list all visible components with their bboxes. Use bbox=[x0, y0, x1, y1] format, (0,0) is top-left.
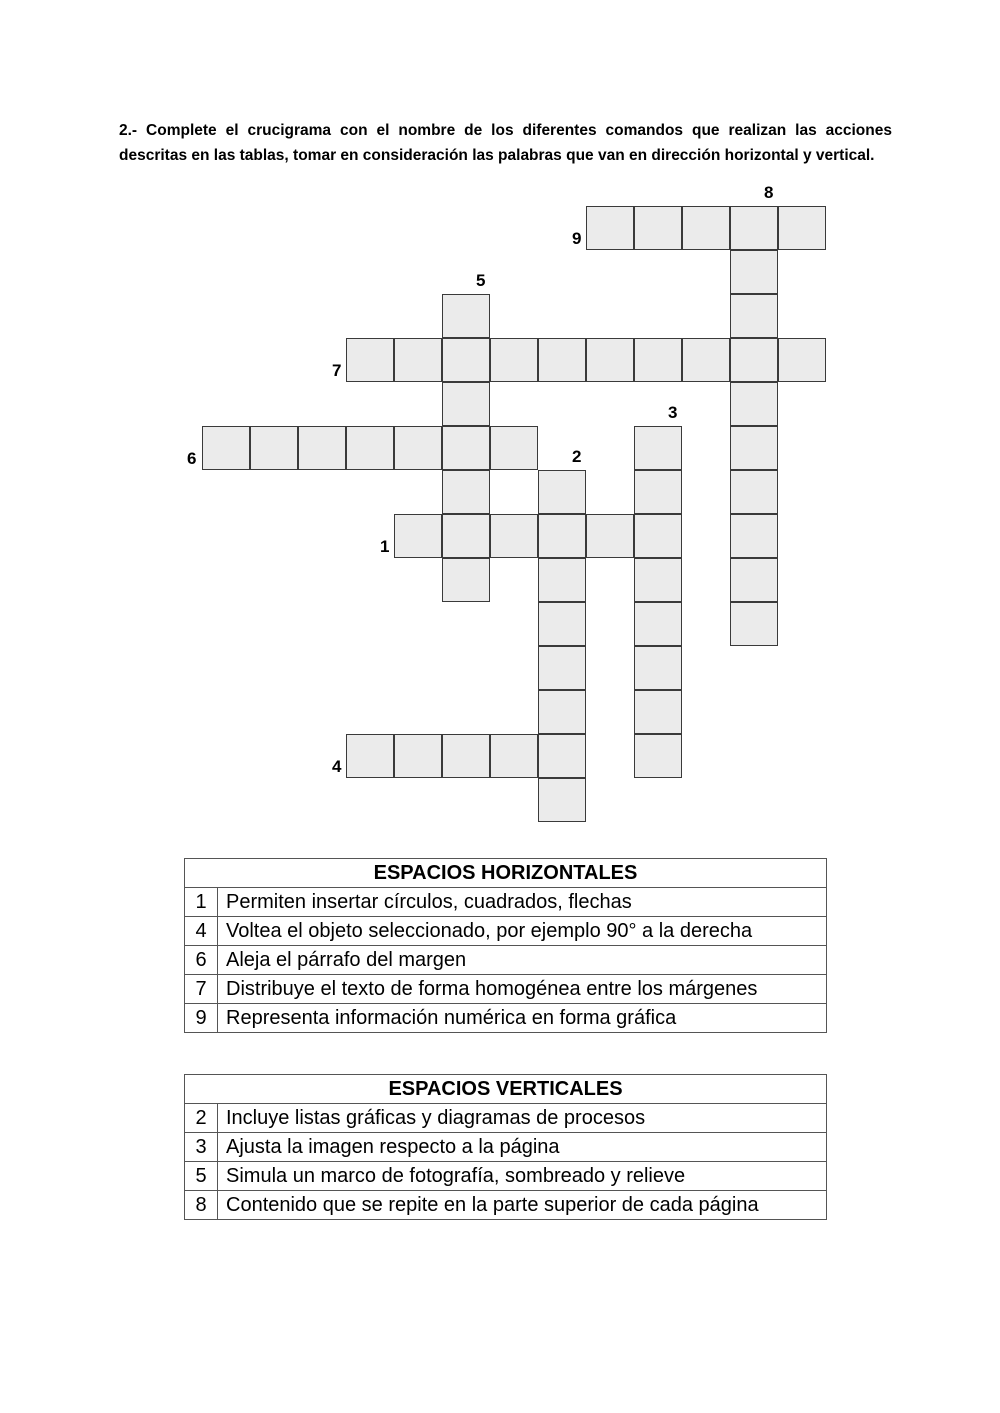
crossword-number-9: 9 bbox=[572, 229, 582, 248]
crossword-cell[interactable] bbox=[394, 426, 442, 470]
crossword-cell[interactable] bbox=[538, 690, 586, 734]
instructions: 2.- Complete el crucigrama con el nombre de los diferentes comandos que realizan las acciones descritas en las tablas, tomar en consideración las palabras que van en dirección horizontal y vertical. bbox=[119, 122, 892, 164]
crossword-cell[interactable] bbox=[346, 734, 394, 778]
crossword-cell[interactable] bbox=[634, 470, 682, 514]
crossword-cell[interactable] bbox=[730, 514, 778, 558]
crossword-cell[interactable] bbox=[346, 426, 394, 470]
crossword-cell[interactable] bbox=[730, 382, 778, 426]
clue-text: Contenido que se repite en la parte superior de cada página bbox=[218, 1191, 827, 1220]
crossword-cell[interactable] bbox=[634, 558, 682, 602]
table-row bbox=[185, 975, 827, 1004]
clue-number: 3 bbox=[185, 1133, 218, 1162]
crossword-cell[interactable] bbox=[442, 382, 490, 426]
crossword-cell[interactable] bbox=[586, 206, 634, 250]
crossword-cell[interactable] bbox=[202, 426, 250, 470]
crossword-cell[interactable] bbox=[730, 338, 778, 382]
crossword-cell[interactable] bbox=[634, 426, 682, 470]
crossword-cell[interactable] bbox=[442, 426, 490, 470]
crossword-cell[interactable] bbox=[394, 734, 442, 778]
crossword-cell[interactable] bbox=[634, 514, 682, 558]
crossword-cell[interactable] bbox=[298, 426, 346, 470]
crossword-cell[interactable] bbox=[538, 778, 586, 822]
table-row bbox=[185, 917, 827, 946]
crossword-number-5: 5 bbox=[476, 271, 486, 290]
crossword-cell[interactable] bbox=[730, 206, 778, 250]
crossword-cell[interactable] bbox=[490, 514, 538, 558]
clue-text: Distribuye el texto de forma homogénea entre los márgenes bbox=[218, 975, 827, 1004]
crossword-cell[interactable] bbox=[538, 646, 586, 690]
crossword-number-4: 4 bbox=[332, 757, 342, 776]
crossword-number-7: 7 bbox=[332, 361, 342, 380]
crossword-cell[interactable] bbox=[730, 426, 778, 470]
crossword-cell[interactable] bbox=[538, 734, 586, 778]
clue-number: 5 bbox=[185, 1162, 218, 1191]
table-row bbox=[185, 1191, 827, 1220]
crossword-cell[interactable] bbox=[634, 734, 682, 778]
crossword-cell[interactable] bbox=[778, 206, 826, 250]
clue-text: Voltea el objeto seleccionado, por ejemplo 90° a la derecha bbox=[218, 917, 827, 946]
table-row bbox=[185, 1133, 827, 1162]
table-row bbox=[185, 1162, 827, 1191]
crossword-cell[interactable] bbox=[634, 206, 682, 250]
clue-number: 1 bbox=[185, 888, 218, 917]
table-row bbox=[185, 888, 827, 917]
table-row bbox=[185, 946, 827, 975]
crossword-cell[interactable] bbox=[634, 690, 682, 734]
crossword-cell[interactable] bbox=[442, 338, 490, 382]
crossword-cell[interactable] bbox=[538, 602, 586, 646]
crossword-cell[interactable] bbox=[490, 338, 538, 382]
clue-number: 7 bbox=[185, 975, 218, 1004]
crossword-cell[interactable] bbox=[442, 514, 490, 558]
crossword-cell[interactable] bbox=[634, 338, 682, 382]
crossword-cell[interactable] bbox=[778, 338, 826, 382]
vertical-clues-table bbox=[184, 1074, 827, 1220]
crossword-cell[interactable] bbox=[442, 294, 490, 338]
crossword-cell[interactable] bbox=[634, 602, 682, 646]
crossword-cell[interactable] bbox=[730, 250, 778, 294]
clue-text: Simula un marco de fotografía, sombreado y relieve bbox=[218, 1162, 827, 1191]
crossword-cell[interactable] bbox=[538, 558, 586, 602]
crossword-cell[interactable] bbox=[634, 646, 682, 690]
clue-text: Permiten insertar círculos, cuadrados, flechas bbox=[218, 888, 827, 917]
crossword-number-3: 3 bbox=[668, 403, 678, 422]
table-row bbox=[185, 1104, 827, 1133]
clue-text: Representa información numérica en forma gráfica bbox=[218, 1004, 827, 1033]
clue-text: Ajusta la imagen respecto a la página bbox=[218, 1133, 827, 1162]
clue-text: Incluye listas gráficas y diagramas de procesos bbox=[218, 1104, 827, 1133]
crossword-cell[interactable] bbox=[394, 514, 442, 558]
clue-number: 8 bbox=[185, 1191, 218, 1220]
crossword-cell[interactable] bbox=[730, 558, 778, 602]
crossword-cell[interactable] bbox=[682, 206, 730, 250]
crossword-cell[interactable] bbox=[394, 338, 442, 382]
clue-text: Aleja el párrafo del margen bbox=[218, 946, 827, 975]
crossword-cell[interactable] bbox=[442, 734, 490, 778]
crossword-cell[interactable] bbox=[730, 602, 778, 646]
clue-number: 6 bbox=[185, 946, 218, 975]
crossword-cell[interactable] bbox=[730, 294, 778, 338]
vertical-clues-header: ESPACIOS VERTICALES bbox=[185, 1075, 827, 1104]
clue-number: 2 bbox=[185, 1104, 218, 1133]
clue-number: 4 bbox=[185, 917, 218, 946]
crossword-number-8: 8 bbox=[764, 183, 774, 202]
crossword-cell[interactable] bbox=[442, 558, 490, 602]
clue-number: 9 bbox=[185, 1004, 218, 1033]
crossword-cell[interactable] bbox=[250, 426, 298, 470]
horizontal-clues-header: ESPACIOS HORIZONTALES bbox=[185, 859, 827, 888]
crossword-cell[interactable] bbox=[682, 338, 730, 382]
crossword-number-6: 6 bbox=[187, 449, 197, 468]
crossword-cell[interactable] bbox=[490, 734, 538, 778]
crossword-number-2: 2 bbox=[572, 447, 582, 466]
horizontal-clues-table bbox=[184, 858, 827, 1033]
crossword-cell[interactable] bbox=[490, 426, 538, 470]
crossword-number-1: 1 bbox=[380, 537, 390, 556]
crossword-cell[interactable] bbox=[586, 338, 634, 382]
crossword-cell[interactable] bbox=[586, 514, 634, 558]
crossword-cell[interactable] bbox=[442, 470, 490, 514]
crossword-cell[interactable] bbox=[538, 338, 586, 382]
crossword-cell[interactable] bbox=[538, 470, 586, 514]
crossword-cell[interactable] bbox=[730, 470, 778, 514]
crossword-cell[interactable] bbox=[346, 338, 394, 382]
crossword-cell[interactable] bbox=[538, 514, 586, 558]
table-row bbox=[185, 1004, 827, 1033]
